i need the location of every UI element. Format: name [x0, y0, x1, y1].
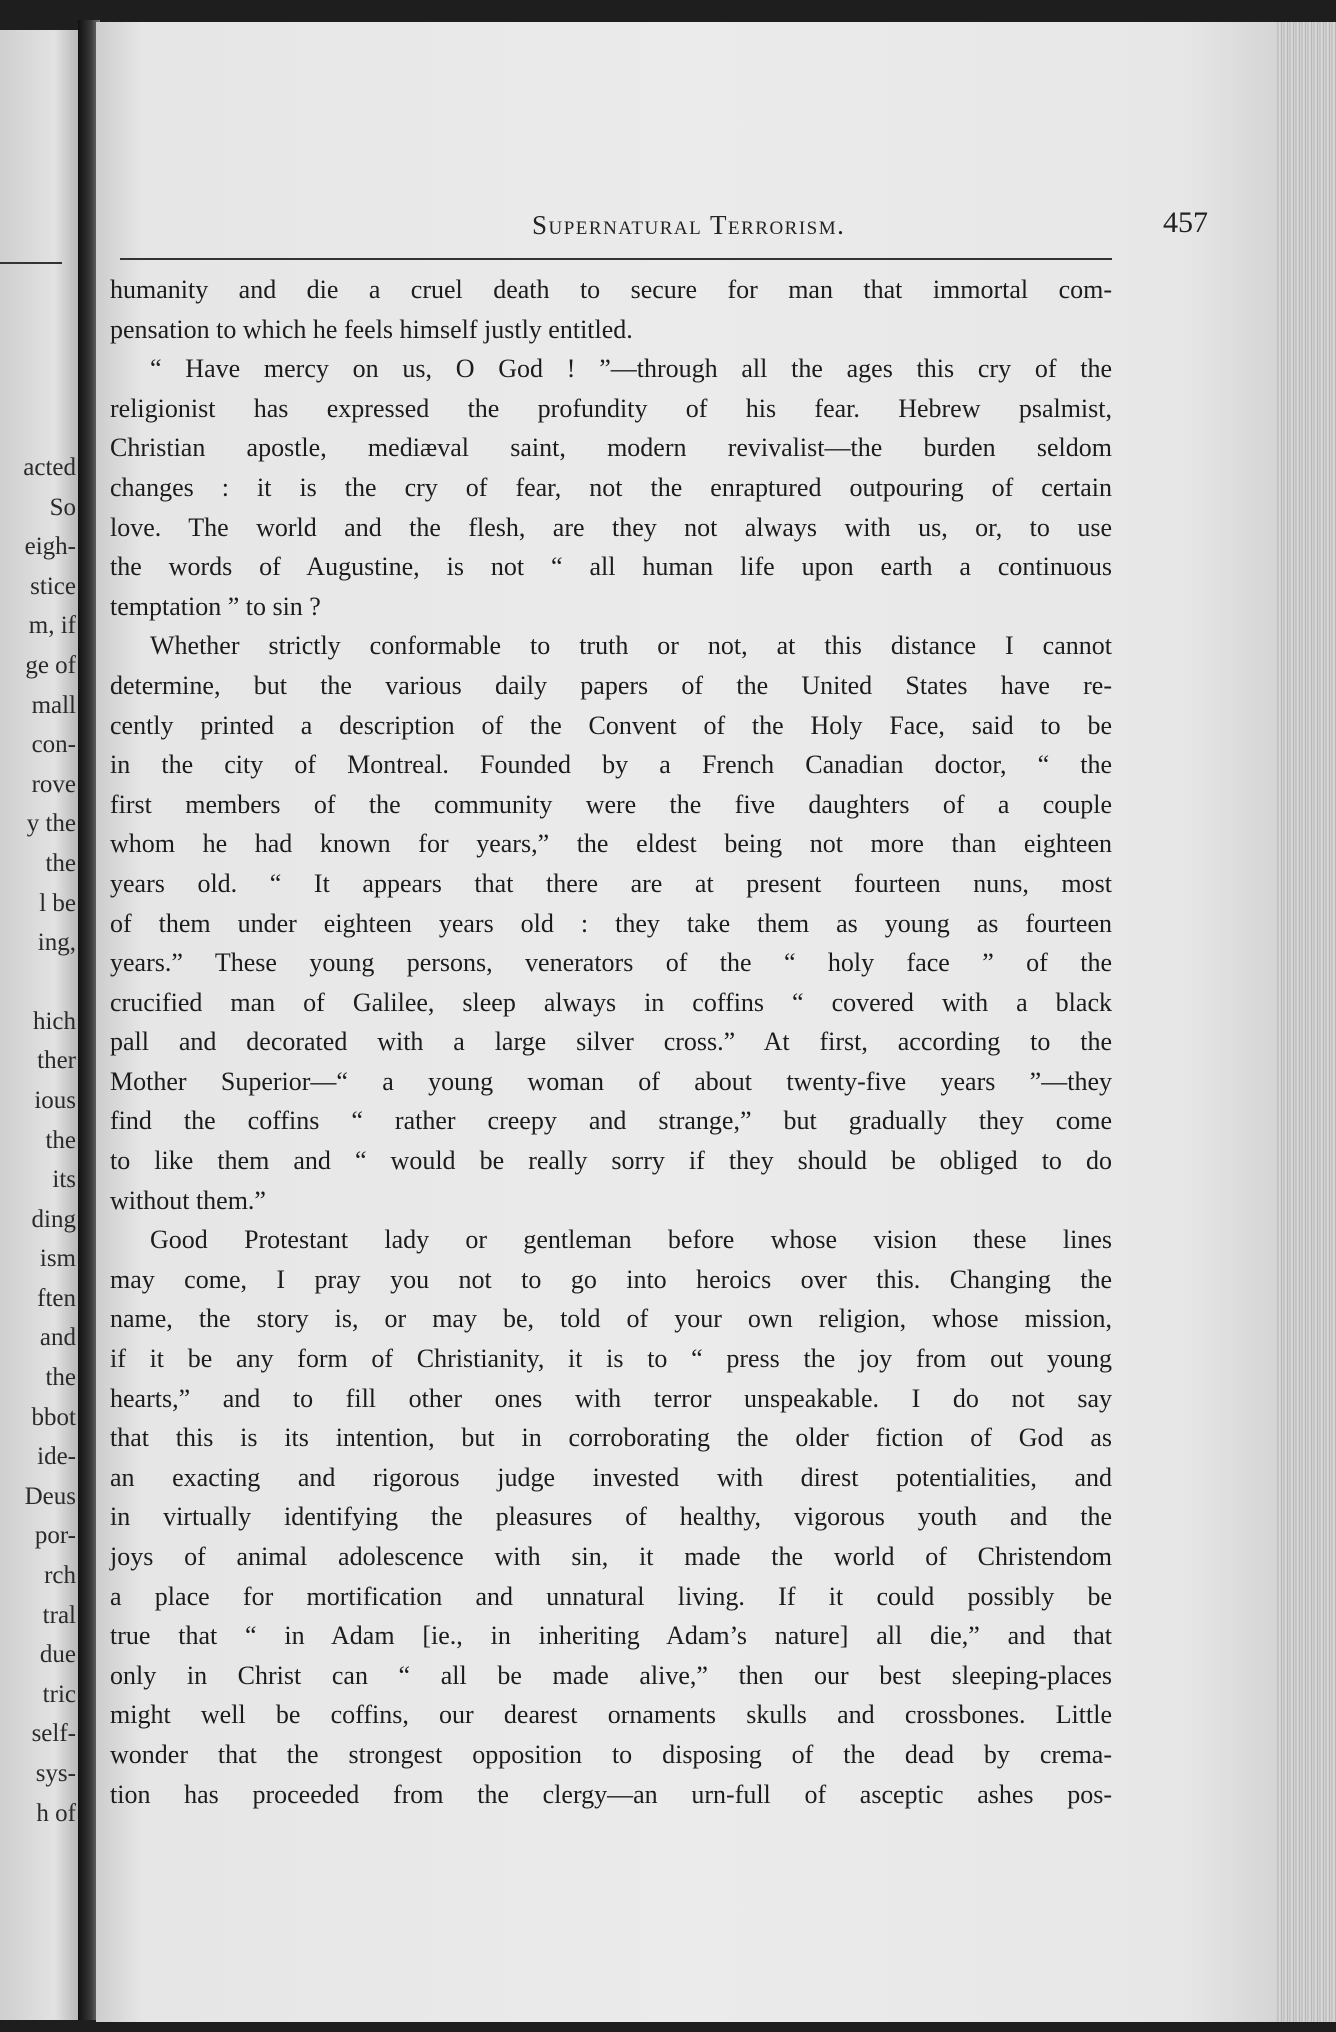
- left-page-line: acted: [23, 454, 76, 481]
- text-line: of them under eighteen years old : they take them as young as fourteen: [110, 908, 1112, 938]
- body-text: [110, 270, 1112, 1814]
- page-number: 457: [1163, 206, 1208, 239]
- left-page-line: tric: [42, 1680, 76, 1708]
- paragraph: [110, 270, 1112, 349]
- text-line: joys of animal adolescence with sin, it made the world of Christendom: [110, 1542, 1112, 1571]
- text-line: the words of Augustine, is not “ all human life upon earth a continuous: [110, 552, 1112, 582]
- left-page-line: h of: [36, 1799, 76, 1827]
- left-page-fragment: [0, 30, 78, 2020]
- left-page-line: ide-: [37, 1443, 76, 1471]
- book-page: [96, 22, 1276, 2022]
- left-page-line: eigh-: [24, 533, 76, 561]
- paragraph: [110, 349, 1112, 626]
- left-page-line: ing,: [37, 929, 76, 957]
- text-line: a place for mortification and unnatural living. If it could possibly be: [110, 1581, 1112, 1611]
- left-page-line: sys-: [35, 1760, 76, 1787]
- text-line: in the city of Montreal. Founded by a French Canadian doctor, “ the: [110, 750, 1112, 780]
- left-page-line: rch: [44, 1562, 76, 1590]
- left-page-line: ious: [34, 1086, 76, 1114]
- text-line: true that “ in Adam [ie., in inheriting Adam’s nature] all die,” and that: [110, 1621, 1112, 1651]
- text-line: an exacting and rigorous judge invested with direst potentialities, and: [110, 1462, 1112, 1492]
- text-line: religionist has expressed the profundity of his fear. Hebrew psalmist,: [110, 393, 1112, 423]
- text-line: to like them and “ would be really sorry if they should be obliged to do: [110, 1146, 1112, 1176]
- left-page-line: ften: [37, 1284, 76, 1312]
- text-line: determine, but the various daily papers of the United States have re-: [110, 670, 1112, 700]
- left-page-line: the: [45, 1126, 76, 1154]
- text-line: cently printed a description of the Convent of the Holy Face, said to be: [110, 710, 1112, 740]
- left-page-line: ther: [37, 1047, 76, 1075]
- left-page-line: m, if: [28, 612, 76, 640]
- left-page-line: mall: [31, 691, 76, 719]
- left-page-line: por-: [34, 1522, 76, 1550]
- running-head: [216, 206, 1208, 250]
- left-page-line: So: [49, 493, 76, 521]
- text-line: crucified man of Galilee, sleep always in coffins “ covered with a black: [110, 987, 1112, 1017]
- page-edges: [1276, 22, 1336, 2022]
- text-line: may come, I pray you not to go into heroics over this. Changing the: [110, 1264, 1112, 1294]
- text-line: Whether strictly conformable to truth or not, at this distance I cannot: [150, 631, 1112, 661]
- text-line: only in Christ can “ all be made alive,” then our best sleeping-places: [110, 1660, 1112, 1690]
- text-line: temptation ” to sin ?: [110, 591, 321, 621]
- left-page-line: and: [39, 1324, 76, 1352]
- left-page-line: self-: [31, 1720, 76, 1748]
- text-line: name, the story is, or may be, told of your own religion, whose mission,: [110, 1304, 1112, 1334]
- running-head-title: Supernatural Terrorism.: [532, 210, 846, 240]
- text-line: years.” These young persons, venerators of the “ holy face ” of the: [110, 948, 1112, 978]
- text-line: years old. “ It appears that there are at present fourteen nuns, most: [110, 868, 1112, 898]
- left-page-line: the: [45, 1364, 76, 1392]
- left-page-line: its: [52, 1166, 76, 1194]
- left-page-line: ge of: [25, 651, 76, 679]
- left-page-rule: [0, 262, 62, 264]
- text-line: in virtually identifying the pleasures of healthy, vigorous youth and the: [110, 1502, 1112, 1532]
- text-line: love. The world and the flesh, are they not always with us, or, to use: [110, 512, 1112, 542]
- left-page-line: ism: [39, 1245, 76, 1273]
- text-line: Good Protestant lady or gentleman before whose vision these lines: [150, 1225, 1112, 1255]
- left-page-line: ding: [31, 1205, 76, 1233]
- text-line: pensation to which he feels himself justly entitled.: [110, 314, 633, 344]
- text-line: Christian apostle, mediæval saint, modern revivalist—the burden seldom: [110, 433, 1112, 463]
- text-line: “ Have mercy on us, O God ! ”—through all the ages this cry of the: [150, 354, 1112, 384]
- left-page-line: l be: [39, 889, 76, 917]
- left-page-line: Deus: [24, 1482, 76, 1510]
- left-page-line: hich: [32, 1007, 76, 1035]
- text-line: might well be coffins, our dearest ornaments skulls and crossbones. Little: [110, 1700, 1112, 1730]
- text-line: if it be any form of Christianity, it is to “ press the joy from out young: [110, 1344, 1112, 1374]
- text-line: find the coffins “ rather creepy and strange,” but gradually they come: [110, 1106, 1112, 1136]
- text-line: pall and decorated with a large silver cross.” At first, according to the: [110, 1027, 1112, 1057]
- text-line: without them.”: [110, 1185, 266, 1215]
- paragraph: [110, 626, 1112, 1220]
- left-page-text: [0, 448, 76, 1833]
- paragraph: [110, 1220, 1112, 1814]
- text-line: hearts,” and to fill other ones with terror unspeakable. I do not say: [110, 1383, 1112, 1413]
- left-page-line: [0, 963, 76, 1002]
- text-line: that this is its intention, but in corroborating the older fiction of God as: [110, 1423, 1112, 1453]
- left-page-line: the: [45, 849, 76, 877]
- text-line: whom he had known for years,” the eldest being not more than eighteen: [110, 829, 1112, 859]
- left-page-line: tral: [42, 1601, 76, 1629]
- text-line: wonder that the strongest opposition to disposing of the dead by crema-: [110, 1739, 1112, 1769]
- left-page-line: stice: [30, 572, 76, 600]
- text-line: tion has proceeded from the clergy—an urn-full of asceptic ashes pos-: [110, 1779, 1112, 1809]
- header-rule: [120, 258, 1112, 260]
- left-page-line: con-: [31, 731, 76, 759]
- text-line: Mother Superior—“ a young woman of about twenty-five years ”—they: [110, 1066, 1112, 1096]
- left-page-line: rove: [31, 770, 76, 798]
- text-line: changes : it is the cry of fear, not the enraptured outpouring of certain: [110, 472, 1112, 502]
- text-line: humanity and die a cruel death to secure for man that immortal com-: [110, 275, 1112, 304]
- left-page-line: bbot: [31, 1403, 76, 1431]
- left-page-line: y the: [26, 810, 76, 838]
- text-line: first members of the community were the five daughters of a couple: [110, 789, 1112, 819]
- left-page-line: due: [39, 1641, 76, 1669]
